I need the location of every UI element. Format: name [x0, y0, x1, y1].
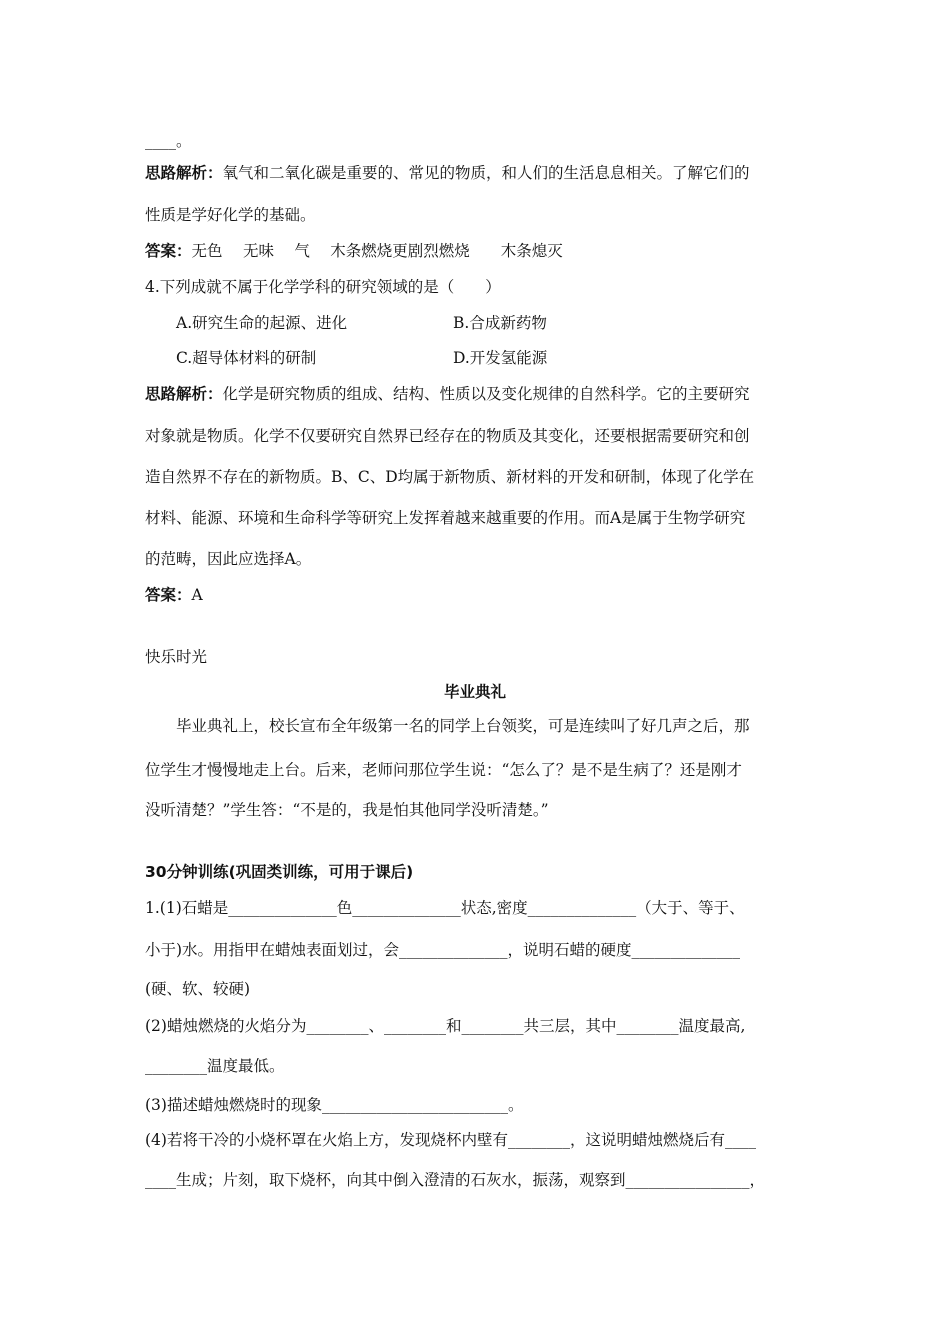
analysis-text: 化学是研究物质的组成、结构、性质以及变化规律的自然科学。它的主要研究 — [222, 385, 750, 403]
q4-option-a: A.研究生命的起源、进化 — [176, 314, 348, 332]
q3-analysis-line-2: 性质是学好化学的基础。 — [145, 206, 316, 224]
answer-text: 无色 无味 气 木条燃烧更剧烈燃烧 木条熄灭 — [191, 242, 563, 260]
exercise-line-7: (4)若将干冷的小烧杯罩在火焰上方，发现烧杯内壁有________，这说明蜡烛燃烧后有____ — [145, 1131, 756, 1149]
q4-analysis-line-1 — [145, 384, 750, 404]
blank-line: ____。 — [145, 132, 192, 150]
story-line-2: 位学生才慢慢地走上台。后来，老师问那位学生说：“怎么了？是不是生病了？还是刚才 — [145, 761, 742, 779]
q4-option-b: B.合成新药物 — [453, 314, 547, 332]
happy-time-label: 快乐时光 — [145, 648, 208, 666]
q4-analysis-line-5: 的范畴，因此应选择A。 — [145, 550, 312, 568]
story-title: 毕业典礼 — [443, 683, 506, 701]
q3-analysis-line-1 — [145, 163, 750, 183]
q3-answer — [145, 241, 563, 261]
answer-label: 答案： — [145, 242, 192, 260]
exercise-line-8: ____生成；片刻，取下烧杯，向其中倒入澄清的石灰水，振荡，观察到________________， — [145, 1171, 766, 1189]
exercise-line-6: (3)描述蜡烛燃烧时的现象________________________。 — [145, 1096, 524, 1114]
q4-stem: 4.下列成就不属于化学学科的研究领域的是（ ） — [145, 278, 501, 296]
exercise-line-2: 小于)水。用指甲在蜡烛表面划过，会______________，说明石蜡的硬度______________ — [145, 941, 741, 959]
q4-analysis-line-3: 造自然界不存在的新物质。B、C、D均属于新物质、新材料的开发和研制，体现了化学在 — [145, 468, 755, 486]
exercise-line-1: 1.(1)石蜡是______________色______________状态,密度______________（大于、等于、 — [145, 899, 745, 917]
q4-analysis-line-2: 对象就是物质。化学不仅要研究自然界已经存在的物质及其变化，还要根据需要研究和创 — [145, 427, 750, 445]
q4-answer — [145, 585, 203, 605]
exercise-line-5: ________温度最低。 — [145, 1057, 285, 1075]
answer-text: A — [191, 586, 203, 604]
analysis-text: 氧气和二氧化碳是重要的、常见的物质，和人们的生活息息相关。了解它们的 — [222, 164, 750, 182]
exercise-line-3: (硬、软、较硬) — [145, 980, 251, 998]
analysis-label: 思路解析： — [145, 385, 223, 403]
analysis-label: 思路解析： — [145, 164, 223, 182]
exercise-line-4: (2)蜡烛燃烧的火焰分为________、________和________共三层，其中________温度最高, — [145, 1017, 746, 1035]
answer-label: 答案： — [145, 586, 192, 604]
story-line-3: 没听清楚？”学生答：“不是的，我是怕其他同学没听清楚。” — [145, 801, 549, 819]
q4-option-c: C.超导体材料的研制 — [176, 349, 317, 367]
q4-option-d: D.开发氢能源 — [453, 349, 548, 367]
story-line-1: 毕业典礼上，校长宣布全年级第一名的同学上台领奖，可是连续叫了好几声之后，那 — [176, 717, 750, 735]
q4-analysis-line-4: 材料、能源、环境和生命科学等研究上发挥着越来越重要的作用。而A是属于生物学研究 — [145, 509, 746, 527]
section-title: 30分钟训练(巩固类训练，可用于课后) — [145, 863, 414, 881]
